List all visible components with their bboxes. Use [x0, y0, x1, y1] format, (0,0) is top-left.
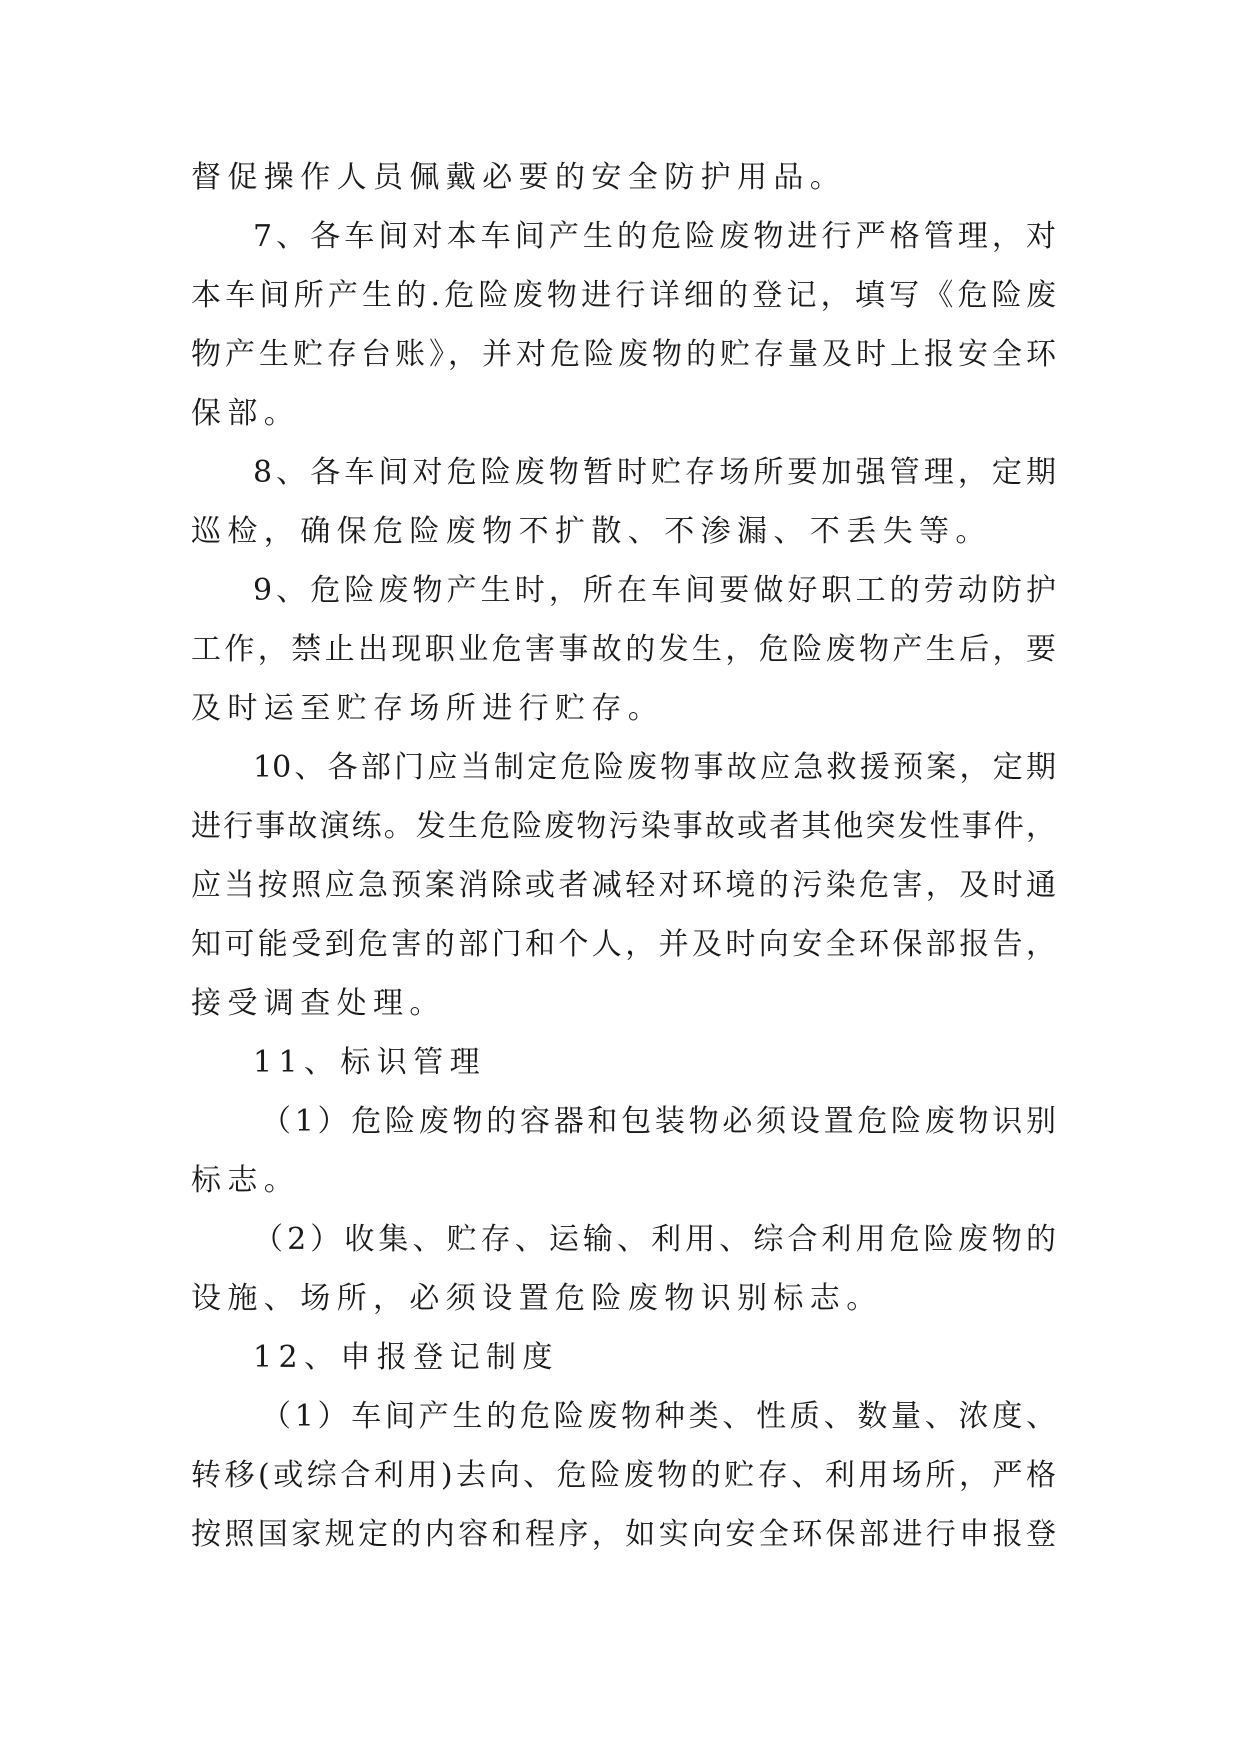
text-line-20: 设施、场所，必须设置危险废物识别标志。 [191, 1281, 883, 1316]
text-line-11: 10、各部门应当制定危险废物事故应急救援预案，定期 [253, 750, 1056, 785]
text-line-1: 督促操作人员佩戴必要的安全防护用品。 [191, 160, 847, 195]
text-line-21: 12、申报登记制度 [253, 1340, 559, 1375]
text-line-19: （2）收集、贮存、运输、利用、综合利用危险废物的 [253, 1222, 1056, 1257]
text-line-15: 接受调查处理。 [191, 986, 446, 1021]
text-line-2: 7、各车间对本车间产生的危险废物进行严格管理，对 [253, 219, 1056, 254]
text-line-5: 保部。 [191, 396, 301, 431]
text-line-4: 物产生贮存台账》，并对危险废物的贮存量及时上报安全环 [191, 337, 1056, 372]
text-line-22: （1）车间产生的危险废物种类、性质、数量、浓度、 [261, 1399, 1056, 1434]
text-line-3: 本车间所产生的.危险废物进行详细的登记，填写《危险废 [191, 278, 1056, 313]
text-line-8: 9、危险废物产生时，所在车间要做好职工的劳动防护 [253, 573, 1056, 608]
body-text [191, 148, 1056, 1564]
text-line-17: （1）危险废物的容器和包装物必须设置危险废物识别 [261, 1104, 1056, 1139]
text-line-10: 及时运至贮存场所进行贮存。 [191, 691, 665, 726]
text-line-16: 11、标识管理 [253, 1045, 486, 1080]
text-line-12: 进行事故演练。发生危险废物污染事故或者其他突发性事件， [191, 809, 1056, 844]
text-line-18: 标志。 [191, 1163, 301, 1198]
text-line-9: 工作，禁止出现职业危害事故的发生，危险废物产生后，要 [191, 632, 1056, 667]
text-line-14: 知可能受到危害的部门和个人，并及时向安全环保部报告， [191, 927, 1056, 962]
text-line-7: 巡检，确保危险废物不扩散、不渗漏、不丢失等。 [191, 514, 992, 549]
text-line-13: 应当按照应急预案消除或者减轻对环境的污染危害，及时通 [191, 868, 1056, 903]
text-line-23: 转移(或综合利用)去向、危险废物的贮存、利用场所，严格 [191, 1458, 1056, 1493]
text-line-6: 8、各车间对危险废物暂时贮存场所要加强管理，定期 [253, 455, 1056, 490]
text-line-24: 按照国家规定的内容和程序，如实向安全环保部进行申报登 [191, 1517, 1056, 1552]
